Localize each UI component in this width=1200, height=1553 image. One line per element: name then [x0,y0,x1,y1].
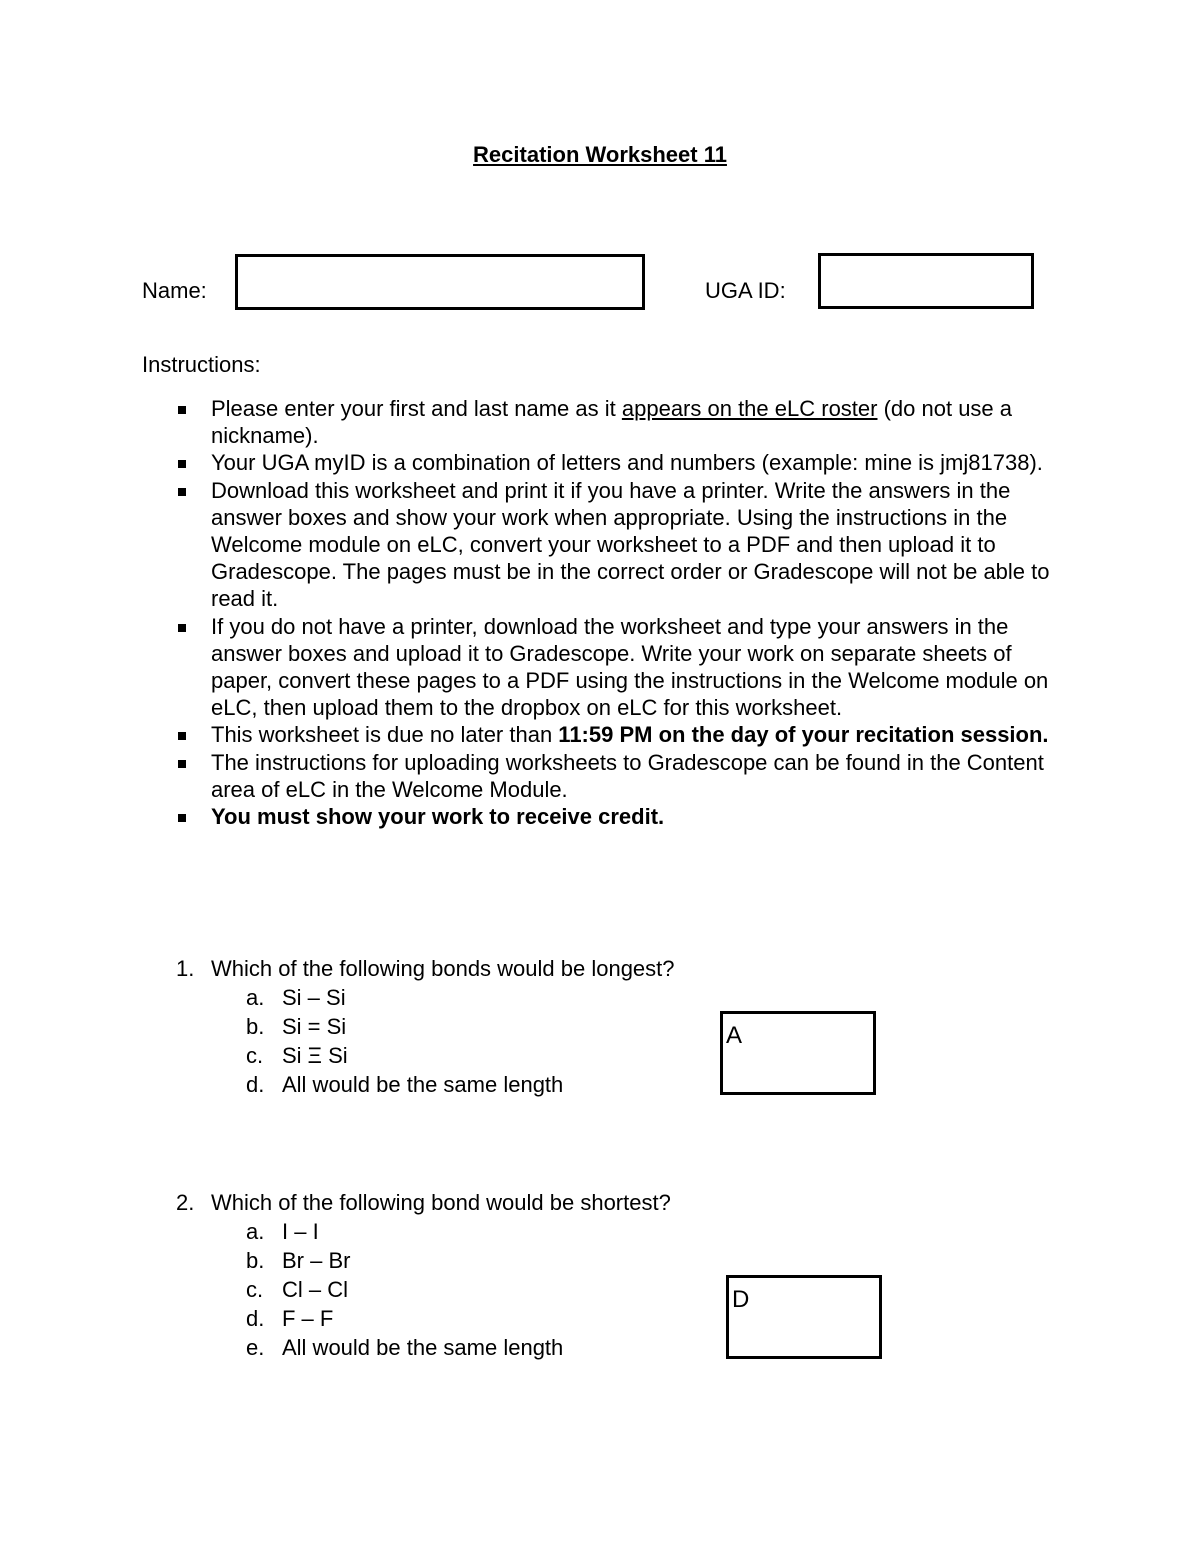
option-item: a. I – I [246,1219,319,1244]
question-text: Which of the following bonds would be longest? [211,956,675,981]
option-item: b. Br – Br [246,1248,351,1273]
square-bullet-icon [178,488,186,496]
roster-underlined-text: appears on the eLC roster [621,396,878,421]
name-input-box[interactable] [235,254,645,310]
instruction-item: Please enter your first and last name as it appears on the eLC roster (do not use a nickname). [142,395,1062,449]
instructions-list [142,395,1062,830]
option-item: d. All would be the same length [246,1072,564,1097]
instruction-item: If you do not have a printer, download the worksheet and type your answers in the answer boxes and upload it to Gradescope. Write your work on separate sheets of paper, convert these pages to a PDF using the instructions in the Welcome module on eLC, then upload them to the dropbox on eLC for this worksheet. [142,613,1062,722]
question-1-options [246,983,563,1099]
square-bullet-icon [178,624,186,632]
option-item: c. Cl – Cl [246,1277,349,1302]
instruction-item: The instructions for uploading worksheets to Gradescope can be found in the Content area of eLC in the Welcome Module. [142,749,1062,803]
square-bullet-icon [178,406,186,414]
square-bullet-icon [178,760,186,768]
option-item: d. F – F [246,1306,334,1331]
option-item: a. Si – Si [246,985,346,1010]
name-label: Name: [142,278,207,303]
question-number: 2. [176,1190,195,1215]
instruction-item: This worksheet is due no later than 11:59 PM on the day of your recitation session. [142,721,1062,748]
square-bullet-icon [178,732,186,740]
uga-id-input-box[interactable] [818,253,1034,309]
instructions-heading: Instructions: [142,352,261,377]
option-item: e. All would be the same length [246,1335,564,1360]
square-bullet-icon [178,460,186,468]
option-item: b. Si = Si [246,1014,347,1039]
question-2 [176,1188,671,1217]
answer-box-1[interactable]: A [720,1011,876,1095]
page-title: Recitation Worksheet 11 [473,142,727,167]
instruction-item: Download this worksheet and print it if you have a printer. Write the answers in the answer boxes and show your work when appropriate. Using the instructions in the Welcome module on eLC, convert your worksheet to a PDF and then upload it to Gradescope. The pages must be in the correct order or Gradescope will not be able to read it. [142,477,1062,613]
square-bullet-icon [178,814,186,822]
question-2-options [246,1217,563,1362]
uga-id-label: UGA ID: [705,278,786,303]
question-text: Which of the following bond would be shortest? [211,1190,671,1215]
question-1 [176,954,675,983]
instruction-item: You must show your work to receive credit. [142,803,1062,830]
option-item: c. Si Ξ Si [246,1043,348,1068]
answer-box-2[interactable]: D [726,1275,882,1359]
instruction-item: Your UGA myID is a combination of letters and numbers (example: mine is jmj81738). [142,449,1062,476]
question-number: 1. [176,956,195,981]
